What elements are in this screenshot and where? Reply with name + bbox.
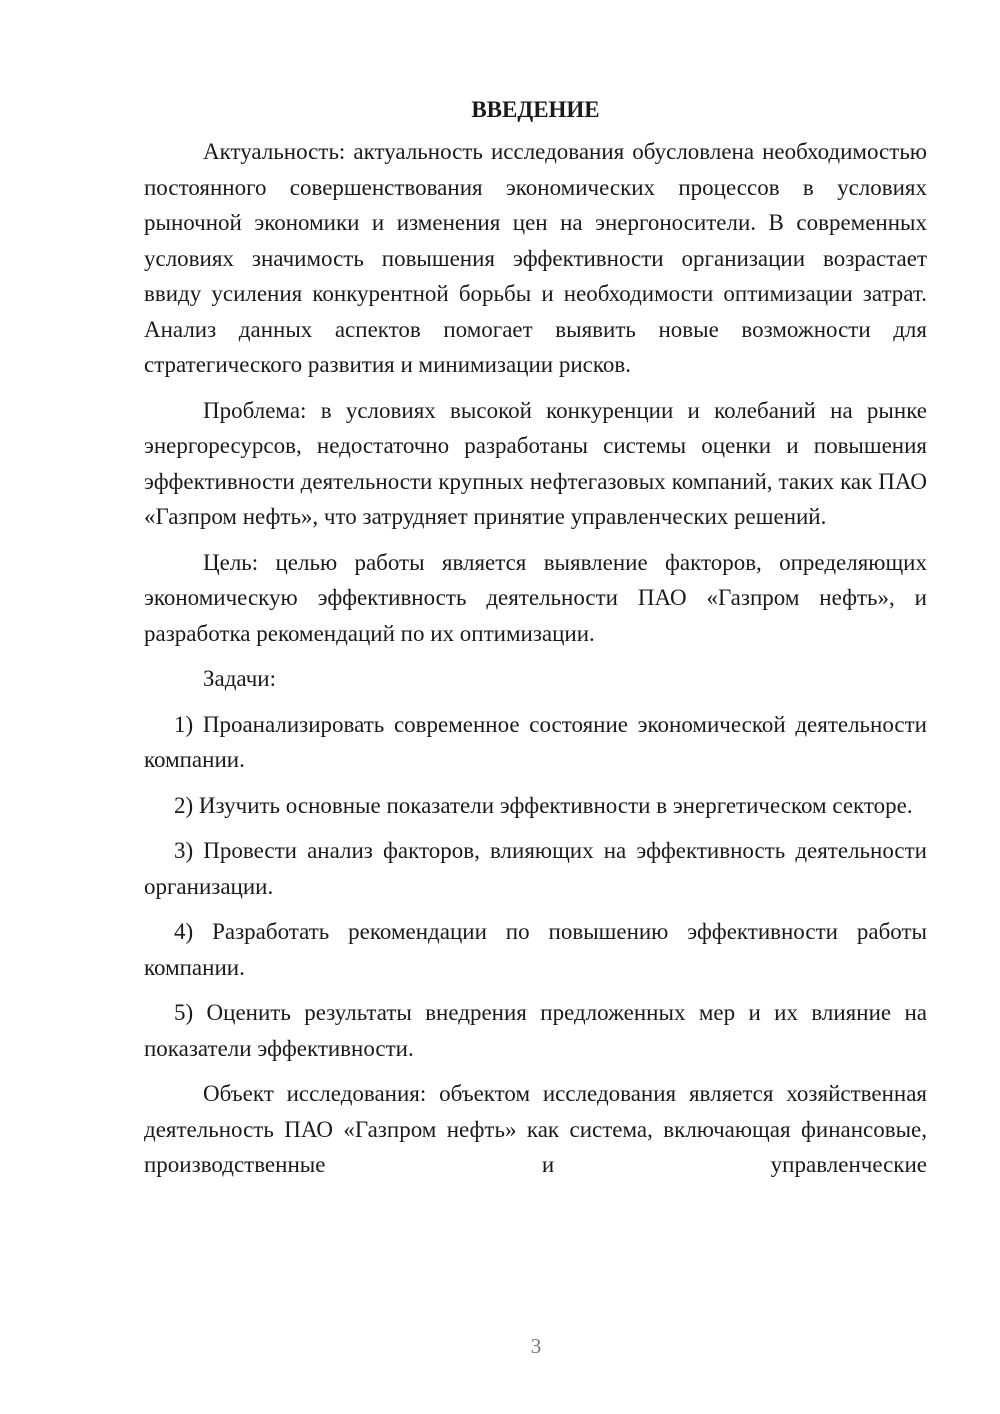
- page-number: 3: [530, 1334, 542, 1358]
- object-paragraph: Объект исследования: объектом исследования является хозяйственная деятельность ПАО «Газпром нефть» как система, включающая финансовые, производственные и управленческие: [144, 1081, 927, 1177]
- task-item-1: 1) Проанализировать современное состояние экономической деятельности компании.: [144, 711, 927, 772]
- task-item-5: 5) Оценить результаты внедрения предложенных мер и их влияние на показатели эффективности.: [144, 1000, 927, 1061]
- problem-paragraph: Проблема: в условиях высокой конкуренции и колебаний на рынке энергоресурсов, недостаточно разработаны системы оценки и повышения эффективности деятельности крупных нефтегазовых компаний, таких как ПАО «Газпром нефть», что затрудняет принятие управленческих решений.: [144, 397, 927, 529]
- relevance-paragraph: Актуальность: актуальность исследования обусловлена необходимостью постоянного совершенствования экономических процессов в условиях рыночной экономики и изменения цен на энергоносители. В современных условиях значимость повышения эффективности организации возрастает ввиду усиления конкурентной борьбы и необходимости оптимизации затрат. Анализ данных аспектов помогает выявить новые возможности для стратегического развития и минимизации рисков.: [144, 139, 927, 377]
- document-body: [144, 92, 927, 1193]
- task-item-2: 2) Изучить основные показатели эффективности в энергетическом секторе.: [174, 792, 913, 818]
- task-item-3: 3) Провести анализ факторов, влияющих на эффективность деятельности организации.: [144, 838, 927, 899]
- tasks-label: Задачи:: [203, 666, 276, 691]
- task-item-4: 4) Разработать рекомендации по повышению эффективности работы компании.: [144, 919, 927, 980]
- goal-paragraph: Цель: целью работы является выявление факторов, определяющих экономическую эффективность деятельности ПАО «Газпром нефть», и разработка рекомендаций по их оптимизации.: [144, 549, 927, 646]
- section-heading: ВВЕДЕНИЕ: [471, 97, 600, 122]
